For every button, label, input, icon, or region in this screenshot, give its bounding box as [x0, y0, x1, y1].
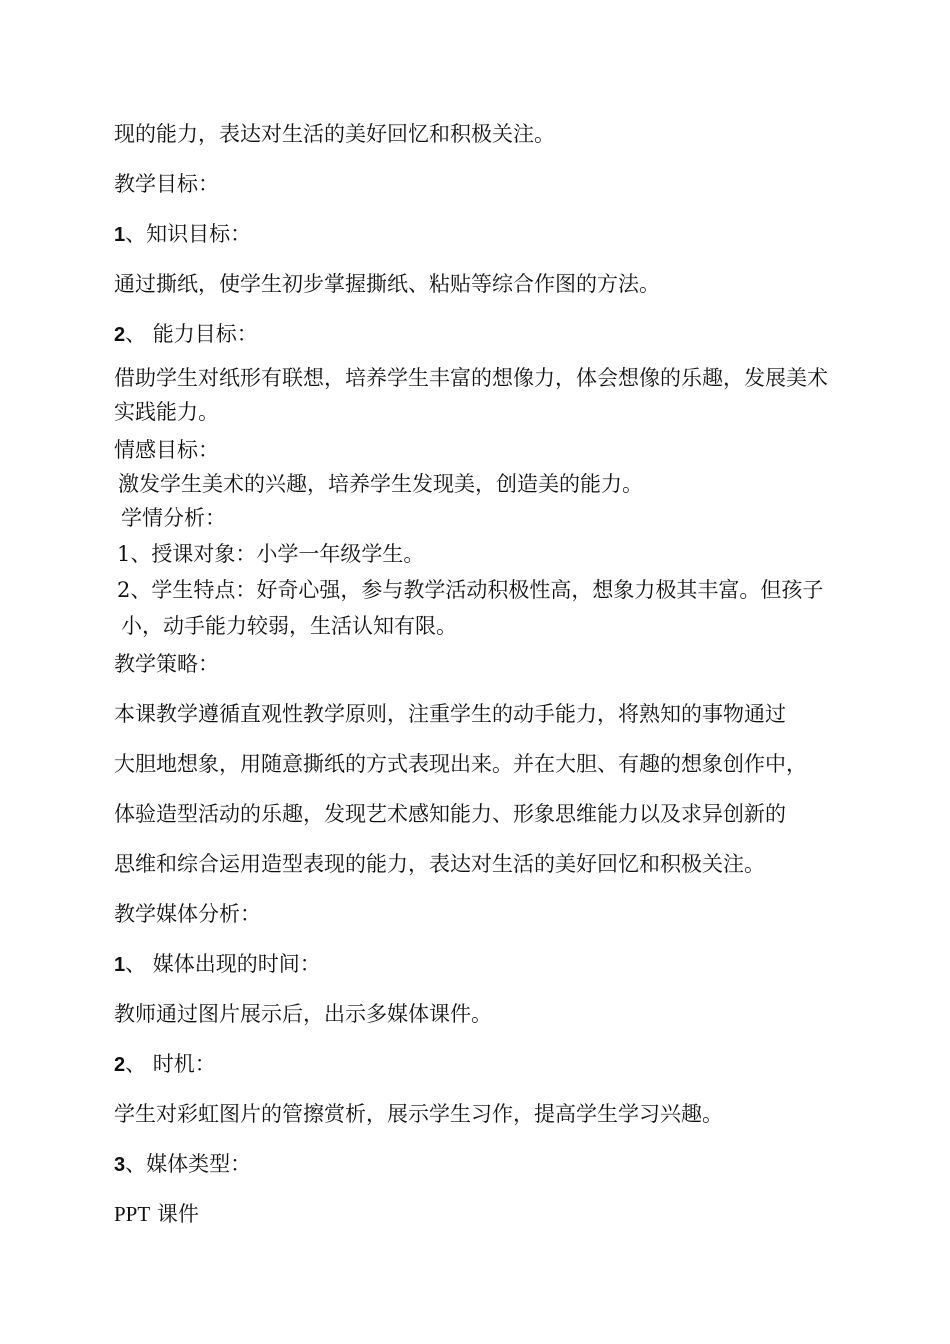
- section-heading: 教学策略：: [114, 652, 219, 676]
- paragraph-line: 体验造型活动的乐趣，发现艺术感知能力、形象思维能力以及求异创新的: [114, 802, 786, 826]
- section-heading: 学情分析：: [121, 506, 226, 530]
- section-heading: 情感目标：: [114, 438, 219, 462]
- list-item: 1、授课对象：小学一年级学生。: [117, 542, 425, 566]
- section-heading: 教学媒体分析：: [114, 902, 261, 926]
- paragraph-line: 大胆地想象，用随意撕纸的方式表现出来。并在大胆、有趣的想象创作中，: [114, 752, 807, 776]
- media-type-text: 课件: [150, 1202, 199, 1226]
- paragraph-line: 激发学生美术的兴趣，培养学生发现美，创造美的能力。: [118, 472, 643, 496]
- paragraph-line: 教师通过图片展示后，出示多媒体课件。: [114, 1002, 492, 1026]
- list-item-heading: [114, 220, 251, 249]
- list-item: 2、学生特点：好奇心强，参与教学活动积极性高，想象力极其丰富。但孩子: [117, 578, 824, 602]
- paragraph-line: 通过撕纸，使学生初步掌握撕纸、粘贴等综合作图的方法。: [114, 272, 660, 296]
- list-item-heading: [114, 1150, 251, 1179]
- list-number: 2: [114, 1054, 126, 1076]
- media-type-abbr: PPT: [114, 1202, 151, 1226]
- list-item-heading: [114, 1050, 216, 1079]
- list-label: 、媒体类型：: [125, 1152, 252, 1176]
- paragraph-line: 本课教学遵循直观性教学原则，注重学生的动手能力，将熟知的事物通过: [114, 702, 786, 726]
- paragraph-line: 借助学生对纸形有联想，培养学生丰富的想像力，体会想像的乐趣，发展美术: [114, 366, 828, 390]
- list-number: 2: [114, 324, 126, 346]
- list-label: 、 能力目标：: [125, 322, 258, 346]
- paragraph-line: 思维和综合运用造型表现的能力，表达对生活的美好回忆和积极关注。: [114, 852, 765, 876]
- list-item-heading: [114, 320, 258, 349]
- list-number: 1: [114, 224, 126, 246]
- list-item-heading: [114, 950, 321, 979]
- list-number: 1: [114, 954, 126, 976]
- list-label: 、知识目标：: [125, 222, 252, 246]
- paragraph-line: 小，动手能力较弱，生活认知有限。: [121, 614, 457, 638]
- paragraph-line: 学生对彩虹图片的管擦赏析，展示学生习作，提高学生学习兴趣。: [114, 1102, 723, 1126]
- paragraph-line: [114, 1200, 199, 1228]
- paragraph-line: 实践能力。: [114, 400, 219, 424]
- paragraph-line: 现的能力，表达对生活的美好回忆和积极关注。: [114, 122, 555, 146]
- section-heading: 教学目标：: [114, 172, 219, 196]
- list-label: 、 时机：: [125, 1052, 216, 1076]
- list-label: 、 媒体出现的时间：: [125, 952, 321, 976]
- list-number: 3: [114, 1154, 126, 1176]
